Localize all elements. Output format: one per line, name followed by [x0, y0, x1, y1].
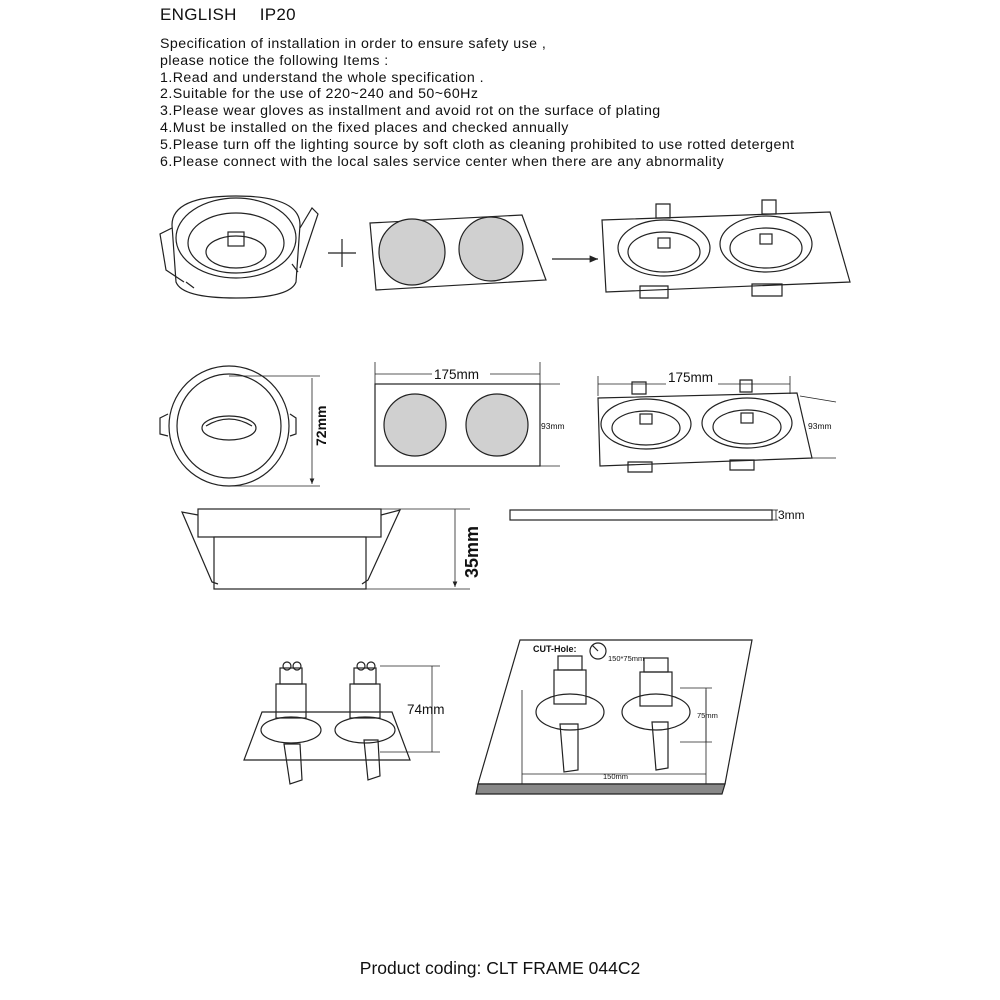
spec-item: 1.Read and understand the whole specification . [160, 69, 485, 86]
ring-side-view [182, 509, 470, 589]
spec-intro-line-2: please notice the following Items : [160, 52, 389, 69]
ip-rating: IP20 [259, 5, 296, 24]
spec-intro-line-1: Specification of installation in order to ensure safety use , [160, 36, 547, 52]
assembled-width-label: 175mm [668, 370, 714, 385]
install-height-label: 74mm [407, 702, 445, 717]
cut-height-label: 75mm [697, 711, 718, 720]
assembled-height-label: 93mm [808, 421, 832, 431]
ring-height-label: 72mm [313, 405, 329, 446]
spec-item: 4.Must be installed on the fixed places and checked annually [160, 119, 569, 136]
thickness-label: 3mm [778, 508, 805, 522]
depth-label: 35mm [462, 525, 482, 578]
cut-width-label: 150mm [603, 772, 629, 781]
product-code: Product coding: CLT FRAME 044C2 [359, 958, 641, 978]
spec-item: 6.Please connect with the local sales service center when there are any abnormality [160, 153, 725, 170]
assembled-dimension-view [598, 376, 836, 472]
spec-item: 5.Please turn off the lighting source by soft cloth as cleaning prohibited to use rotted detergent [160, 136, 795, 153]
spec-item: 2.Suitable for the use of 220~240 and 50~60Hz [160, 86, 479, 103]
language-label: ENGLISH [160, 5, 237, 24]
downlight-ring-perspective [160, 196, 318, 298]
assembled-frame-perspective [602, 200, 850, 298]
cut-hole-size-label: 150*75mm [608, 654, 645, 663]
installed-side-view [244, 662, 440, 784]
spec-item: 3.Please wear gloves as installment and avoid rot on the surface of plating [160, 103, 661, 120]
plus-sign [328, 239, 356, 267]
cut-hole-label: CUT-Hole: [533, 644, 577, 654]
double-frame-perspective [370, 215, 546, 290]
ring-top-view [160, 366, 320, 486]
frame-width-label: 175mm [434, 367, 480, 382]
frame-height-label: 93mm [541, 421, 565, 431]
frame-thickness-view [510, 510, 778, 520]
